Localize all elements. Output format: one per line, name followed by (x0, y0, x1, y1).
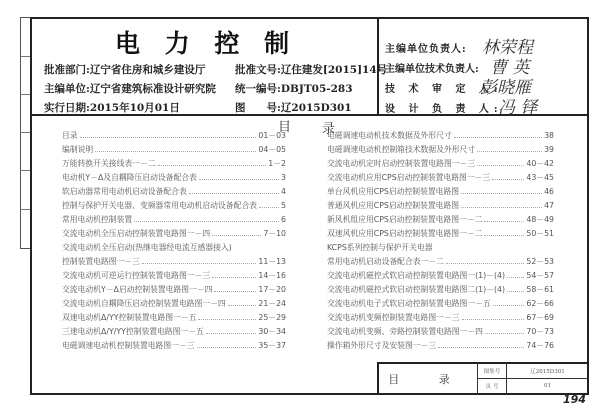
editor-unit-value: 辽宁省建筑标准设计研究院 (89, 83, 216, 95)
leader-dots (212, 277, 256, 278)
page-no-label: 页 号 (478, 379, 507, 393)
toc-item-title: 电磁调速电动机控制箱技术数据及外形尺寸 (327, 144, 476, 154)
toc-item-page: 6 (281, 214, 286, 224)
toc-item-page: 30－34 (258, 326, 286, 336)
unified-no-label: 统一编号: (235, 83, 281, 95)
toc-item-page: 14－16 (258, 270, 286, 280)
toc-item-page: 3 (281, 172, 286, 182)
title-block-grid (477, 364, 588, 393)
approval-dept-label: 批准部门: (44, 64, 90, 76)
toc-item-title: 交流电动机磁控式软启动控制装置电路图二(1)－(4) (327, 284, 506, 294)
leader-dots (214, 291, 256, 292)
leader-dots (461, 193, 542, 194)
approval-doc-label: 批准文号: (235, 64, 281, 76)
toc-item-title: 交流电动机电子式软启动控制装置电路图一－五 (327, 298, 491, 308)
toc-item-page: 1－2 (268, 158, 286, 168)
toc-item-title: 单台风机应用CPS启动控制装置电路图 (327, 186, 460, 196)
toc-item[interactable] (327, 212, 554, 226)
toc-item-title: 操作箱外形尺寸及安装图一－三 (327, 340, 437, 350)
toc-item[interactable] (62, 254, 286, 268)
toc-item-title: 万能转换开关接线表一－二 (62, 158, 156, 168)
leader-dots (134, 221, 279, 222)
toc-item-title: 交流电动机磁控式软启动控制装置电路图一(1)－(4) (327, 270, 506, 280)
sign-label-designer: 设 计 负 责 人: (385, 104, 503, 115)
effective-date-label: 实行日期: (44, 102, 90, 114)
toc-item[interactable] (62, 156, 286, 170)
toc-item-title: 交流电动机应用CPS启动控制装置电路图一－三 (327, 172, 491, 182)
toc-item[interactable] (62, 226, 286, 240)
toc-item[interactable] (327, 198, 554, 212)
toc-item-page: 11－13 (258, 256, 286, 266)
leader-dots (199, 179, 279, 180)
toc-item[interactable] (327, 310, 554, 324)
toc-item[interactable] (62, 128, 286, 142)
toc-item-page: 58－61 (526, 284, 554, 294)
toc-item-title: 交流电动机全压启动(热继电器经电流互感器接入) (62, 242, 232, 252)
signature-designer: 冯 铎 (498, 98, 538, 118)
leader-dots (493, 305, 525, 306)
toc-item-page: 39 (544, 144, 554, 154)
toc-item-page: 46 (544, 186, 554, 196)
toc-item-title: KCPS系列控制与保护开关电器 (327, 242, 433, 252)
toc-item-page: 47 (544, 200, 554, 210)
toc-item-title: 控制与保护开关电器、变频器常用电动机启动设备配合表 (62, 200, 257, 210)
leader-dots (507, 291, 524, 292)
toc-item[interactable] (327, 254, 554, 268)
unified-no-value: DBJT05-283 (280, 83, 353, 95)
toc-item[interactable] (327, 170, 554, 184)
toc-item-page: 74－76 (526, 340, 554, 350)
toc-item[interactable] (62, 170, 286, 184)
page-title: 电 力 控 制 (115, 29, 298, 58)
effective-date (44, 100, 180, 115)
toc-item[interactable] (62, 184, 286, 198)
effective-date-value: 2015年10月01日 (89, 102, 180, 114)
toc-item-page: 48－49 (526, 214, 554, 224)
page-no-value: 01 (544, 383, 551, 389)
toc-item-page: 54－57 (526, 270, 554, 280)
toc-item-title: 交流电动机定时启动控制装置电路图一－三 (327, 158, 476, 168)
toc-item-title: 交流电动机自耦降压启动控制装置电路图一－四 (62, 298, 226, 308)
toc-item[interactable] (327, 142, 554, 156)
title-block (377, 362, 587, 393)
toc-item[interactable] (327, 296, 554, 310)
toc-item[interactable] (62, 142, 286, 156)
toc-item-title: 编制说明 (62, 144, 94, 154)
toc-item-title: 新风机组应用CPS启动控制装置电路图一－二 (327, 214, 483, 224)
page-number: 194 (563, 393, 586, 406)
toc-item-title: 常用电动机启动设备配合表一－二 (327, 256, 444, 266)
leader-dots (189, 193, 279, 194)
toc-item-title: 常用电动机控制装置 (62, 214, 133, 224)
drawing-no-label: 图 号: (235, 102, 281, 114)
leader-dots (485, 333, 524, 334)
toc-item-page: 7－10 (263, 228, 286, 238)
sign-label-tech-chief: 主编单位技术负责人: (385, 64, 479, 75)
toc-item-page: 52－53 (526, 256, 554, 266)
toc-item-title: 交流电动机变频控制装置电路图一－三 (327, 312, 460, 322)
approval-doc (235, 62, 387, 77)
leader-dots (507, 277, 524, 278)
unified-no (235, 81, 353, 96)
toc-item-page: 40－42 (526, 158, 554, 168)
toc-item[interactable] (62, 310, 286, 324)
atlas-no-value: 辽2015D301 (507, 364, 588, 379)
toc-heading-left: 目 (278, 120, 292, 135)
toc-item-page: 5 (281, 200, 286, 210)
leader-dots (158, 165, 267, 166)
toc-item[interactable] (327, 240, 554, 254)
drawing-no (235, 100, 352, 115)
toc-item-page: 43－45 (526, 172, 554, 182)
toc-item-title: 交流电动机可逆运行控制装置电路图一－三 (62, 270, 211, 280)
leader-dots (492, 179, 524, 180)
leader-dots (454, 137, 542, 138)
toc-item-title: 双速电动机Δ/YY控制装置电路图一－五 (62, 312, 197, 322)
toc-item-page: 38 (544, 130, 554, 140)
drawing-no-value: 辽2015D301 (280, 102, 352, 114)
leader-dots (446, 263, 524, 264)
approval-dept (44, 62, 205, 77)
toc-item[interactable] (62, 212, 286, 226)
toc-item-page: 17－20 (258, 284, 286, 294)
toc-item[interactable] (327, 282, 554, 296)
leader-dots (142, 263, 256, 264)
toc-item-title: 普通风机应用CPS启动控制装置电路图 (327, 200, 460, 210)
toc-item-page: 62－66 (526, 298, 554, 308)
toc-item-title: 三速电动机Δ/Y/YY控制装置电路图一－五 (62, 326, 204, 336)
toc-item-page: 50－51 (526, 228, 554, 238)
toc-item-title: 控制装置电路图一－三 (62, 256, 140, 266)
approval-doc-value: 辽住建发[2015]14号 (280, 64, 388, 76)
toc-item[interactable] (62, 282, 286, 296)
toc-item-title: 电磁调速电动机技术数据及外形尺寸 (327, 130, 452, 140)
atlas-no-label: 图集号 (478, 364, 507, 379)
toc-item-page: 4 (281, 186, 286, 196)
toc-item-title: 交流电动机变频、旁路控制装置电路图一－四 (327, 326, 483, 336)
signature-chief: 林荣程 (482, 38, 533, 58)
toc-item[interactable] (327, 128, 554, 142)
leader-dots (461, 207, 542, 208)
toc-item-page: 35－37 (258, 340, 286, 350)
editor-unit-label: 主编单位: (44, 83, 90, 95)
toc-heading-right: 录 (322, 122, 336, 137)
title-block-name: 目 录 (388, 372, 468, 386)
toc-item-page: 01－03 (258, 130, 286, 140)
toc-item[interactable] (327, 268, 554, 282)
toc-item-title: 软启动器常用电动机启动设备配合表 (62, 186, 187, 196)
toc-item-page: 70－73 (526, 326, 554, 336)
toc-item[interactable] (62, 198, 286, 212)
toc-item-page: 25－29 (258, 312, 286, 322)
toc-item[interactable] (62, 296, 286, 310)
toc-item-page: 67－69 (526, 312, 554, 322)
toc-item-page: 21－24 (258, 298, 286, 308)
toc-item-title: 交流电动机全压启动控制装置电路图一－四 (62, 228, 211, 238)
sign-label-chief: 主编单位负责人: (385, 44, 467, 55)
toc-item[interactable] (62, 240, 286, 254)
leader-dots (198, 319, 256, 320)
toc-item-title: 电动机Y－Δ及自耦降压启动设备配合表 (62, 172, 197, 182)
leader-dots (206, 333, 257, 334)
toc-item-title: 电磁调速电动机控制装置电路图一－三 (62, 340, 195, 350)
signature-tech-chief: 曹 英 (490, 58, 530, 78)
toc-item-title: 交流电动机Y－Δ启动控制装置电路图一－四 (62, 284, 213, 294)
toc-item[interactable] (327, 324, 554, 338)
toc-item[interactable] (327, 338, 554, 352)
leader-dots (462, 319, 525, 320)
toc-item-title: 双速风机应用CPS启动控制装置电路图一－二 (327, 228, 483, 238)
leader-dots (477, 151, 542, 152)
leader-dots (228, 305, 257, 306)
toc-item[interactable] (327, 226, 554, 240)
leader-dots (212, 235, 261, 236)
leader-dots (80, 137, 257, 138)
sign-label-reviewer: 技 术 审 定 人: (385, 84, 503, 95)
toc-item[interactable] (62, 324, 286, 338)
leader-dots (197, 347, 257, 348)
leader-dots (484, 221, 524, 222)
editor-unit (44, 81, 216, 96)
signature-reviewer: 彭晓雁 (480, 78, 531, 98)
toc-item-title: 目录 (62, 130, 78, 140)
leader-dots (259, 207, 279, 208)
toc-item[interactable] (62, 268, 286, 282)
leader-dots (477, 165, 524, 166)
leader-dots (438, 347, 524, 348)
toc-item[interactable] (327, 184, 554, 198)
approval-dept-value: 辽宁省住房和城乡建设厅 (89, 64, 206, 76)
leader-dots (95, 151, 256, 152)
leader-dots (484, 235, 524, 236)
toc-item-page: 04－05 (258, 144, 286, 154)
toc-item[interactable] (62, 338, 286, 352)
toc-item[interactable] (327, 156, 554, 170)
